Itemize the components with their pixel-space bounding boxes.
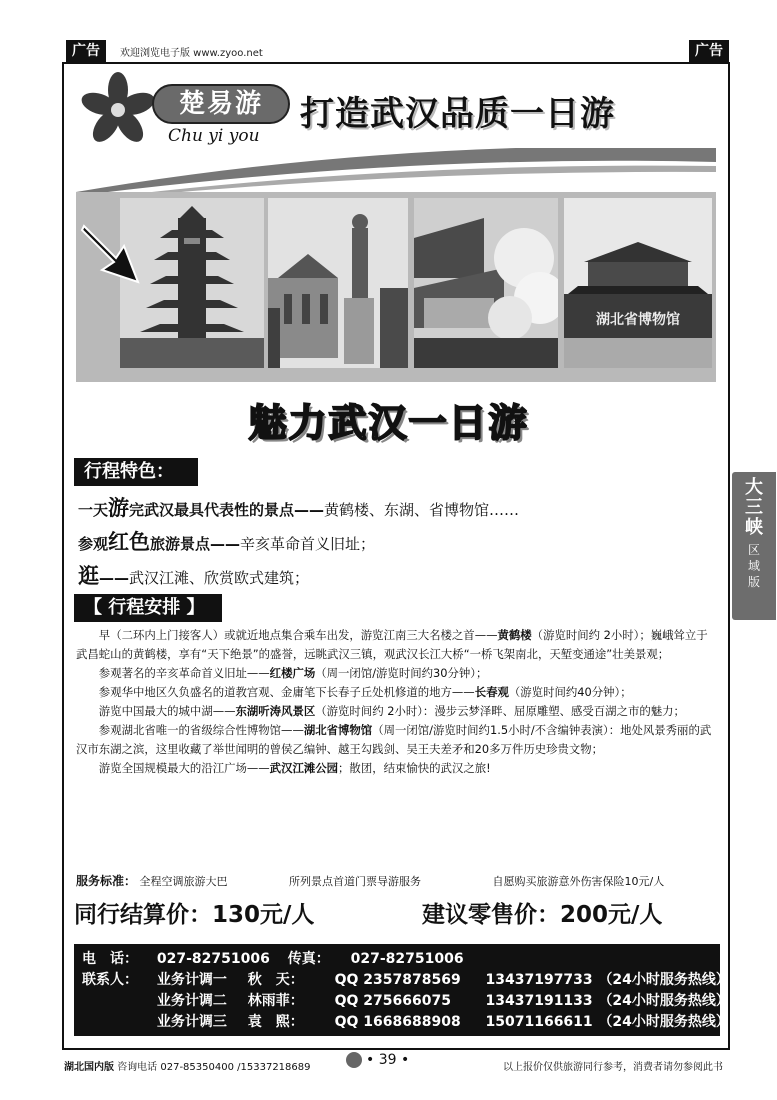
flower-logo-icon — [78, 70, 158, 150]
contact-person-label: 联系人： — [82, 972, 138, 988]
retail-price: 建议零售价：200元/人 — [422, 902, 663, 928]
contact-qq[interactable]: QQ 1668688908 — [334, 1014, 461, 1030]
contact-qq[interactable]: QQ 2357878569 — [334, 972, 461, 988]
slogan: 打造武汉品质一日游 — [300, 94, 615, 134]
contact-box — [74, 944, 730, 1036]
feature-line-2: 参观红色旅游景点——辛亥革命首义旧址； — [78, 530, 376, 554]
contact-mobile[interactable]: 15071166611 — [485, 1014, 593, 1030]
contact-role: 业务计调三 — [156, 1014, 227, 1030]
page-number: • 39 • — [346, 1052, 409, 1068]
main-title: 魅力武汉一日游 — [248, 401, 529, 445]
trade-price: 同行结算价：130元/人 — [74, 902, 315, 928]
footer-disclaimer: 以上报价仅供旅游同行参考，消费者请勿参阅此书 — [503, 1062, 723, 1073]
service-item: 全程空调旅游大巴 — [139, 875, 228, 888]
photo-temple-cherry-blossom — [414, 198, 558, 368]
arrow-pointer-icon — [80, 216, 142, 286]
photo-panel — [76, 192, 716, 382]
schedule-item: 早（二环内上门接客人）或就近地点集合乘车出发，游览江南三大名楼之首——黄鹤楼（游览时间约 2小时）；巍峨耸立于武昌蛇山的黄鹤楼，享有“天下绝景”的盛誉，远眺武汉三镇，观武汉长江大桥“一桥飞架南北，天堑变通途”壮美景观； — [76, 628, 708, 661]
contact-role: 业务计调一 — [156, 972, 227, 988]
contact-name: 袁 熙： — [247, 1014, 304, 1030]
schedule-list — [76, 626, 718, 778]
contact-note: （24小时服务热线） — [598, 993, 730, 1009]
ad-tag-left: 广告 — [66, 40, 106, 62]
footer-hotline: 咨询电话 027-85350400 /15337218689 — [117, 1062, 311, 1073]
feature-line-1: 一天游完武汉最具代表性的景点——黄鹤楼、东湖、省博物馆…… — [78, 496, 520, 520]
contact-mobile[interactable]: 13437191133 — [485, 993, 593, 1009]
contact-mobile[interactable]: 13437197733 — [485, 972, 593, 988]
contact-name: 秋 天： — [247, 972, 304, 988]
photo-red-building-statue — [268, 198, 408, 368]
contact-name: 林雨菲： — [247, 993, 304, 1009]
ad-tag-right: 广告 — [689, 40, 729, 62]
schedule-item: 游览全国规模最大的沿江广场——武汉江滩公园；散团，结束愉快的武汉之旅! — [98, 761, 491, 775]
brand-pinyin: Chu yi you — [168, 126, 260, 146]
region-side-tab[interactable] — [732, 472, 776, 620]
side-tab-region: 大三峡 — [745, 477, 763, 538]
schedule-item: 游览中国最大的城中湖——东湖听涛风景区（游览时间约 2小时）：漫步云梦泽畔、屈原雕塑、感受百湖之市的魅力； — [98, 704, 685, 718]
schedule-item: 参观著名的辛亥革命首义旧址——红楼广场（周一闭馆/游览时间约30分钟）； — [98, 666, 488, 680]
section-features-heading: 行程特色： — [74, 458, 198, 486]
swoosh-decoration — [76, 148, 716, 196]
publisher-logo-icon — [346, 1052, 362, 1068]
contact-note: （24小时服务热线） — [598, 1014, 730, 1030]
fax-label: 传真： — [287, 951, 330, 967]
service-label: 服务标准： — [76, 874, 137, 888]
brand-name: 楚易游 — [152, 84, 290, 124]
side-tab-edition: 区域版 — [747, 543, 760, 589]
service-standard — [76, 872, 718, 889]
service-item: 所列景点首道门票导游服务 — [289, 875, 422, 888]
contact-qq[interactable]: QQ 275666075 — [334, 993, 451, 1009]
contact-role: 业务计调二 — [156, 993, 227, 1009]
contact-note: （24小时服务热线） — [598, 972, 730, 988]
service-item: 自愿购买旅游意外伤害保险10元/人 — [492, 875, 665, 888]
price-row — [74, 896, 724, 929]
fax-number: 027-82751006 — [350, 951, 464, 967]
photo-hubei-museum — [564, 198, 712, 368]
schedule-item: 参观华中地区久负盛名的道教宫观、金庸笔下长春子丘处机修道的地方——长春观（游览时间约40分钟）； — [98, 685, 632, 699]
section-schedule-heading: 【 行程安排 】 — [74, 594, 222, 622]
schedule-item: 参观湖北省唯一的省级综合性博物馆——湖北省博物馆（周一闭馆/游览时间约1.5小时/不含编钟表演）：地处风景秀丽的武汉市东湖之滨，这里收藏了举世闻明的曾侯乙编钟、越王勾践剑、吴王夫差矛和20多万件历史珍贵文物； — [76, 723, 712, 756]
phone-label: 电 话： — [82, 951, 138, 967]
footer-left — [64, 1058, 311, 1073]
top-url[interactable]: 欢迎浏览电子版 www.zyoo.net — [120, 48, 263, 59]
feature-line-3: 逛——武汉江滩、欣赏欧式建筑； — [78, 564, 310, 588]
footer-edition: 湖北国内版 — [64, 1062, 114, 1073]
phone-number[interactable]: 027-82751006 — [156, 951, 270, 967]
museum-sign: 湖北省博物馆 — [596, 312, 680, 328]
